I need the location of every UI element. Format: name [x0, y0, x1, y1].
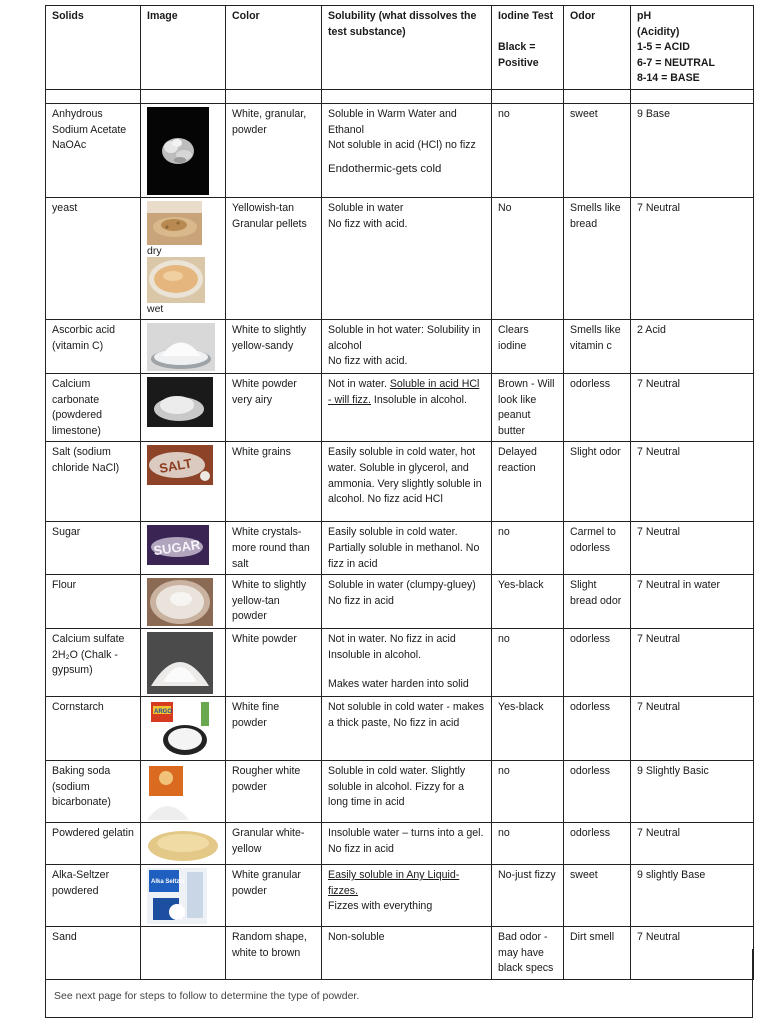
table-row — [46, 823, 754, 865]
color-cell: White fine powder — [226, 697, 322, 761]
odor-cell: sweet — [564, 865, 631, 927]
header-iodine-key: Black = — [498, 41, 536, 54]
iodine-cell: No-just fizzy — [492, 865, 564, 927]
solubility-line: No fizz with acid. — [328, 355, 408, 368]
solids-table — [45, 5, 754, 980]
odor-cell: Smells like vitamin c — [564, 319, 631, 373]
solid-name: Anhydrous Sodium Acetate NaOAc — [46, 103, 141, 197]
solid-name: Calcium carbonate (powdered limestone) — [46, 373, 141, 441]
iodine-cell: No — [492, 197, 564, 319]
solubility-cell: Easily soluble in cold water. Partially soluble in methanol. No fizz in acid — [322, 522, 492, 575]
header-ph-sub: (Acidity) — [637, 25, 680, 38]
header-ph-neutral: 6-7 = NEUTRAL — [637, 56, 715, 69]
ph-cell: 7 Neutral — [631, 927, 754, 980]
iodine-cell: Brown - Will look like peanut butter — [492, 373, 564, 441]
color-cell: Yellowish-tan Granular pellets — [226, 197, 322, 319]
solubility-underlined: Soluble in acid HCl - will fizz. — [328, 377, 480, 406]
spacer-row — [46, 89, 754, 103]
header-ph-title: pH — [637, 10, 652, 22]
color-cell: White to slightly yellow-sandy — [226, 319, 322, 373]
solid-name: Baking soda (sodium bicarbonate) — [46, 761, 141, 823]
ascorbic-acid-photo — [147, 323, 219, 371]
odor-cell: odorless — [564, 823, 631, 865]
color-cell: Rougher white powder — [226, 761, 322, 823]
alka-photo-text: Alka Seltzer — [151, 879, 186, 886]
footer-note-box — [45, 949, 753, 1018]
wet-yeast-photo — [147, 257, 219, 303]
ph-cell: 9 Base — [631, 103, 754, 197]
solubility-cell: Non-soluble — [322, 927, 492, 980]
iodine-cell: no — [492, 629, 564, 697]
solubility-cell: Insoluble water – turns into a gel. No fizz in acid — [322, 823, 492, 865]
odor-cell: odorless — [564, 629, 631, 697]
cornstarch-photo — [147, 700, 219, 758]
solubility-cell: Not soluble in cold water - makes a thick paste, No fizz in acid — [322, 697, 492, 761]
odor-cell: odorless — [564, 761, 631, 823]
solid-name: Powdered gelatin — [46, 823, 141, 865]
iodine-cell: Bad odor - may have black specs — [492, 927, 564, 980]
header-solids: Solids — [46, 6, 141, 90]
odor-cell: Slight odor — [564, 442, 631, 522]
table-row — [46, 761, 754, 823]
ph-cell: 7 Neutral — [631, 373, 754, 441]
ph-cell: 9 Slightly Basic — [631, 761, 754, 823]
solid-name: yeast — [46, 197, 141, 319]
solubility-line: Fizzes with everything — [328, 900, 433, 913]
table-row — [46, 865, 754, 927]
iodine-cell: Delayed reaction — [492, 442, 564, 522]
solid-name: Alka-Seltzer powdered — [46, 865, 141, 927]
ph-cell: 2 Acid — [631, 319, 754, 373]
calcium-sulfate-photo — [147, 632, 219, 694]
odor-cell: sweet — [564, 103, 631, 197]
alka-seltzer-photo — [147, 868, 219, 924]
iodine-cell: no — [492, 522, 564, 575]
odor-cell: Slight bread odor — [564, 575, 631, 629]
iodine-cell: Yes-black — [492, 697, 564, 761]
cornstarch-photo-text: ARGO — [154, 709, 172, 716]
image-label-wet: wet — [147, 302, 164, 315]
odor-cell: Smells like bread — [564, 197, 631, 319]
table-row — [46, 629, 754, 697]
image-cell — [141, 865, 226, 927]
solubility-note: Endothermic-gets cold — [328, 162, 442, 175]
solid-name: Sand — [46, 927, 141, 980]
solid-name: Flour — [46, 575, 141, 629]
header-iodine — [492, 6, 564, 90]
table-row — [46, 442, 754, 522]
color-cell: White powder very airy — [226, 373, 322, 441]
ph-cell: 7 Neutral — [631, 197, 754, 319]
gelatin-photo — [147, 826, 219, 862]
table-row — [46, 697, 754, 761]
solubility-cell: Easily soluble in cold water, hot water. Soluble in glycerol, and ammonia. Very slightly soluble in alcohol. No fizz acid HCl — [322, 442, 492, 522]
solubility-underlined: Easily soluble in Any Liquid-fizzes. — [328, 869, 460, 897]
color-cell: White to slightly yellow-tan powder — [226, 575, 322, 629]
color-cell: Random shape, white to brown — [226, 927, 322, 980]
header-ph-base: 8-14 = BASE — [637, 72, 700, 85]
solubility-line: Insoluble in alcohol. — [373, 393, 467, 406]
iodine-cell: Clears iodine — [492, 319, 564, 373]
calcium-carbonate-photo — [147, 377, 219, 427]
image-cell — [141, 319, 226, 373]
solubility-line: Not in water. — [328, 377, 387, 390]
solubility-cell — [322, 865, 492, 927]
header-ph-acid: 1-5 = ACID — [637, 41, 690, 54]
solubility-cell — [322, 103, 492, 197]
salt-photo — [147, 445, 219, 485]
iodine-cell: no — [492, 761, 564, 823]
image-cell — [141, 823, 226, 865]
solubility-line: Soluble in hot water: Solubility in alcohol — [328, 323, 481, 352]
image-cell — [141, 761, 226, 823]
header-row — [46, 6, 754, 90]
solid-name: Salt (sodium chloride NaCl) — [46, 442, 141, 522]
ph-cell: 7 Neutral — [631, 629, 754, 697]
ph-cell: 7 Neutral — [631, 522, 754, 575]
color-cell: White crystals-more round than salt — [226, 522, 322, 575]
header-ph — [631, 6, 754, 90]
header-odor: Odor — [564, 6, 631, 90]
image-cell — [141, 197, 226, 319]
image-cell — [141, 629, 226, 697]
footer-note: See next page for steps to follow to determine the type of powder. — [54, 990, 360, 1002]
header-solubility: Solubility (what dissolves the test substance) — [322, 6, 492, 90]
odor-cell: odorless — [564, 697, 631, 761]
odor-cell: odorless — [564, 373, 631, 441]
solid-name: Cornstarch — [46, 697, 141, 761]
solid-name: Sugar — [46, 522, 141, 575]
iodine-cell: no — [492, 103, 564, 197]
color-cell: Granular white-yellow — [226, 823, 322, 865]
solid-name: Calcium sulfate 2H₂O (Chalk - gypsum) — [46, 629, 141, 697]
image-cell — [141, 373, 226, 441]
header-image: Image — [141, 6, 226, 90]
image-cell — [141, 575, 226, 629]
image-cell — [141, 697, 226, 761]
iodine-cell: Yes-black — [492, 575, 564, 629]
table-row — [46, 197, 754, 319]
solubility-cell: Soluble in cold water. Slightly soluble in alcohol. Fizzy for a long time in acid — [322, 761, 492, 823]
dry-yeast-photo — [147, 201, 219, 245]
color-cell: White granular powder — [226, 865, 322, 927]
sodium-acetate-photo — [147, 107, 219, 195]
color-cell: White, granular, powder — [226, 103, 322, 197]
iodine-cell: no — [492, 823, 564, 865]
image-label-dry: dry — [147, 244, 162, 257]
ph-cell: 7 Neutral — [631, 442, 754, 522]
header-iodine-title: Iodine Test — [498, 10, 554, 22]
solubility-cell — [322, 319, 492, 373]
header-iodine-key-2: Positive — [498, 56, 539, 69]
solubility-line: Not soluble in acid (HCl) no fizz — [328, 139, 476, 152]
table-row — [46, 103, 754, 197]
ph-cell: 7 Neutral — [631, 823, 754, 865]
color-cell: White grains — [226, 442, 322, 522]
table-row — [46, 575, 754, 629]
solubility-line: No fizz with acid. — [328, 217, 408, 230]
solubility-line: Makes water harden into solid — [328, 678, 469, 691]
color-cell: White powder — [226, 629, 322, 697]
odor-cell: Dirt smell — [564, 927, 631, 980]
solubility-line: Soluble in water — [328, 201, 404, 214]
table-row — [46, 319, 754, 373]
flour-photo — [147, 578, 219, 626]
solubility-line: Soluble in Warm Water and Ethanol — [328, 107, 457, 136]
odor-cell: Carmel to odorless — [564, 522, 631, 575]
salt-photo-text: SALT — [158, 455, 194, 477]
header-color: Color — [226, 6, 322, 90]
sugar-photo-text: SUGAR — [152, 537, 202, 559]
table-row — [46, 373, 754, 441]
solubility-cell — [322, 197, 492, 319]
solubility-cell — [322, 629, 492, 697]
solubility-cell — [322, 373, 492, 441]
solid-name: Ascorbic acid (vitamin C) — [46, 319, 141, 373]
ph-cell: 7 Neutral — [631, 697, 754, 761]
baking-soda-photo — [147, 764, 219, 820]
ph-cell: 9 slightly Base — [631, 865, 754, 927]
table-row — [46, 522, 754, 575]
solubility-line: Not in water. No fizz in acid Insoluble in alcohol. — [328, 633, 456, 661]
image-cell — [141, 522, 226, 575]
image-cell — [141, 442, 226, 522]
ph-cell: 7 Neutral in water — [631, 575, 754, 629]
solubility-cell: Soluble in water (clumpy-gluey) No fizz in acid — [322, 575, 492, 629]
image-cell — [141, 103, 226, 197]
sugar-photo — [147, 525, 219, 565]
